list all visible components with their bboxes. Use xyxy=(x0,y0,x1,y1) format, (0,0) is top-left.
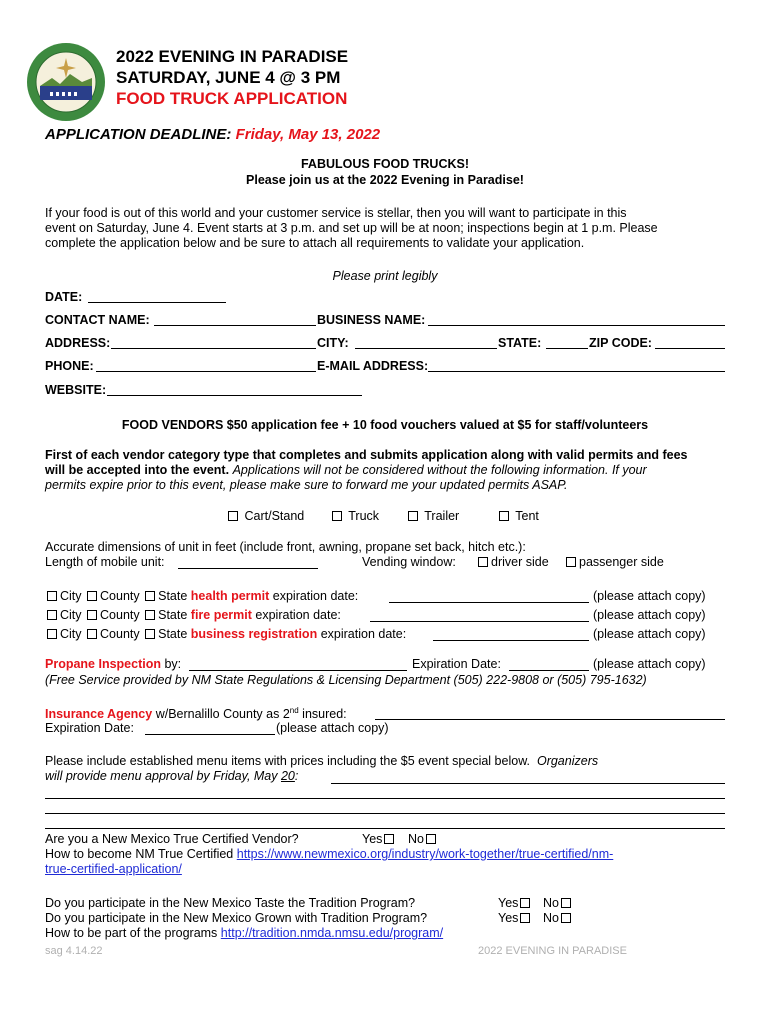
health-permit-row: City County State health permit expiration date: xyxy=(45,589,358,603)
menu-line-3[interactable] xyxy=(45,813,725,814)
insurance-agency-field[interactable] xyxy=(375,719,725,720)
checkbox-icon[interactable] xyxy=(408,511,418,521)
deadline-value: Friday, May 13, 2022 xyxy=(235,126,381,143)
business-registration-row: City County State business registration expiration date: xyxy=(45,627,406,641)
certified-yes-option[interactable]: Yes xyxy=(362,832,397,846)
phone-label: PHONE: xyxy=(45,359,94,373)
date-label: DATE: xyxy=(45,290,83,304)
state-field[interactable] xyxy=(546,348,588,349)
email-field[interactable] xyxy=(428,371,725,372)
menu-instructions-line-2: will provide menu approval by Friday, May 20: xyxy=(45,769,299,783)
insurance-attach-note: (please attach copy) xyxy=(276,721,389,735)
taste-tradition-question: Do you participate in the New Mexico Taste the Tradition Program? xyxy=(45,896,416,910)
intro-paragraph-line-1: If your food is out of this world and your customer service is stellar, then you will want to participate in this xyxy=(45,206,627,220)
checkbox-icon[interactable] xyxy=(478,557,488,567)
certified-vendor-question: Are you a New Mexico True Certified Vendor? xyxy=(45,832,299,846)
checkbox-icon[interactable] xyxy=(561,898,571,908)
footer-event-name: 2022 EVENING IN PARADISE xyxy=(478,945,627,957)
taste-tradition-yes[interactable]: Yes xyxy=(498,896,533,910)
grown-tradition-question: Do you participate in the New Mexico Grown with Tradition Program? xyxy=(45,911,428,925)
checkbox-icon[interactable] xyxy=(566,557,576,567)
unit-type-truck[interactable]: Truck xyxy=(330,509,379,523)
certified-url-link[interactable]: https://www.newmexico.org/industry/work-together/true-certified/nm- xyxy=(236,847,614,861)
zip-code-field[interactable] xyxy=(655,348,725,349)
checkbox-icon[interactable] xyxy=(520,898,530,908)
menu-instructions-line-1: Please include established menu items with prices including the $5 event special below. Organizers xyxy=(45,754,599,768)
programs-how-to-row: How to be part of the programs http://tradition.nmda.nmsu.edu/program/ xyxy=(45,926,444,940)
dimensions-instructions: Accurate dimensions of unit in feet (include front, awning, propane set back, hitch etc.): xyxy=(45,540,526,554)
rules-line-2: will be accepted into the event. Applications will not be considered without the following information. If your xyxy=(45,463,647,477)
state-label: STATE: xyxy=(498,336,542,350)
deadline-label: APPLICATION DEADLINE: Friday, May 13, 2022 xyxy=(45,126,381,143)
checkbox-icon[interactable] xyxy=(47,629,57,639)
zip-code-label: ZIP CODE: xyxy=(589,336,652,350)
certified-how-to-row: How to become NM True Certified https://www.newmexico.org/industry/work-together/true-certified/nm- xyxy=(45,847,614,861)
propane-inspection-row: Propane Inspection by: xyxy=(45,657,182,671)
unit-type-trailer[interactable]: Trailer xyxy=(406,509,459,523)
fire-permit-row: City County State fire permit expiration date: xyxy=(45,608,341,622)
contact-name-field[interactable] xyxy=(154,325,316,326)
website-label: WEBSITE: xyxy=(45,383,107,397)
fire-permit-attach-note: (please attach copy) xyxy=(593,608,706,622)
certified-url-link-continued[interactable]: true-certified-application/ xyxy=(45,862,182,876)
email-label: E-MAIL ADDRESS: xyxy=(317,359,429,373)
rules-line-1: First of each vendor category type that completes and submits application along with valid permits and fees xyxy=(45,448,688,462)
unit-length-label: Length of mobile unit: xyxy=(45,555,165,569)
address-label: ADDRESS: xyxy=(45,336,111,350)
grown-tradition-no[interactable]: No xyxy=(543,911,574,925)
business-name-field[interactable] xyxy=(428,325,725,326)
checkbox-icon[interactable] xyxy=(561,913,571,923)
fee-statement: FOOD VENDORS $50 application fee + 10 food vouchers valued at $5 for staff/volunteers xyxy=(121,418,649,432)
rules-line-3: permits expire prior to this event, please make sure to forward me your updated permits ASAP. xyxy=(45,478,568,492)
health-permit-attach-note: (please attach copy) xyxy=(593,589,706,603)
footer-revision: sag 4.14.22 xyxy=(45,945,103,957)
website-field[interactable] xyxy=(107,395,362,396)
checkbox-icon[interactable] xyxy=(145,610,155,620)
grown-tradition-yes[interactable]: Yes xyxy=(498,911,533,925)
event-date: SATURDAY, JUNE 4 @ 3 PM xyxy=(116,68,341,87)
checkbox-icon[interactable] xyxy=(228,511,238,521)
checkbox-icon[interactable] xyxy=(87,629,97,639)
insurance-agency-row: Insurance Agency w/Bernalillo County as 2nd insured: xyxy=(45,706,347,722)
propane-attach-note: (please attach copy) xyxy=(593,657,706,671)
checkbox-icon[interactable] xyxy=(332,511,342,521)
health-permit-expiration-field[interactable] xyxy=(389,602,589,603)
event-title: 2022 EVENING IN PARADISE xyxy=(116,47,349,66)
checkbox-icon[interactable] xyxy=(47,591,57,601)
address-field[interactable] xyxy=(111,348,316,349)
checkbox-icon[interactable] xyxy=(384,834,394,844)
certified-no-option[interactable]: No xyxy=(408,832,439,846)
contact-name-label: CONTACT NAME: xyxy=(45,313,150,327)
checkbox-icon[interactable] xyxy=(426,834,436,844)
checkbox-icon[interactable] xyxy=(520,913,530,923)
propane-free-service-note: (Free Service provided by NM State Regulations & Licensing Department (505) 222-9808 or (505) 795-1632) xyxy=(45,673,647,687)
checkbox-icon[interactable] xyxy=(87,591,97,601)
unit-type-cart-stand[interactable]: Cart/Stand xyxy=(226,509,304,523)
programs-url-link[interactable]: http://tradition.nmda.nmsu.edu/program/ xyxy=(220,926,444,940)
checkbox-icon[interactable] xyxy=(499,511,509,521)
business-registration-expiration-field[interactable] xyxy=(433,640,589,641)
county-seal-logo xyxy=(26,42,106,122)
intro-paragraph-line-2: event on Saturday, June 4. Event starts at 3 p.m. and set up will be at noon; inspections begin at 1 p.m. Please xyxy=(45,221,658,235)
insurance-expiration-label: Expiration Date: xyxy=(45,721,134,735)
insurance-expiration-field[interactable] xyxy=(145,734,275,735)
fire-permit-expiration-field[interactable] xyxy=(370,621,589,622)
menu-line-1[interactable] xyxy=(331,783,725,784)
intro-paragraph-line-3: complete the application below and be sure to attach all requirements to validate your application. xyxy=(45,236,585,250)
taste-tradition-no[interactable]: No xyxy=(543,896,574,910)
phone-field[interactable] xyxy=(96,371,316,372)
business-registration-attach-note: (please attach copy) xyxy=(593,627,706,641)
checkbox-icon[interactable] xyxy=(145,629,155,639)
intro-heading-2: Please join us at the 2022 Evening in Paradise! xyxy=(246,173,524,187)
propane-expiration-field[interactable] xyxy=(509,670,589,671)
vending-window-label: Vending window: xyxy=(362,555,456,569)
menu-line-4[interactable] xyxy=(45,828,725,829)
city-field[interactable] xyxy=(355,348,497,349)
checkbox-icon[interactable] xyxy=(145,591,155,601)
driver-side-option[interactable]: driver side xyxy=(476,555,549,569)
print-note: Please print legibly xyxy=(332,269,438,283)
city-label: CITY: xyxy=(317,336,349,350)
checkbox-icon[interactable] xyxy=(47,610,57,620)
business-name-label: BUSINESS NAME: xyxy=(317,313,426,327)
propane-expiration-label: Expiration Date: xyxy=(412,657,501,671)
date-field[interactable] xyxy=(88,302,226,303)
intro-heading-1: FABULOUS FOOD TRUCKS! xyxy=(300,157,470,171)
checkbox-icon[interactable] xyxy=(87,610,97,620)
passenger-side-option[interactable]: passenger side xyxy=(564,555,664,569)
menu-line-2[interactable] xyxy=(45,798,725,799)
unit-length-field[interactable] xyxy=(178,568,318,569)
unit-type-tent[interactable]: Tent xyxy=(497,509,539,523)
application-title: FOOD TRUCK APPLICATION xyxy=(116,89,348,108)
propane-inspector-field[interactable] xyxy=(189,670,407,671)
